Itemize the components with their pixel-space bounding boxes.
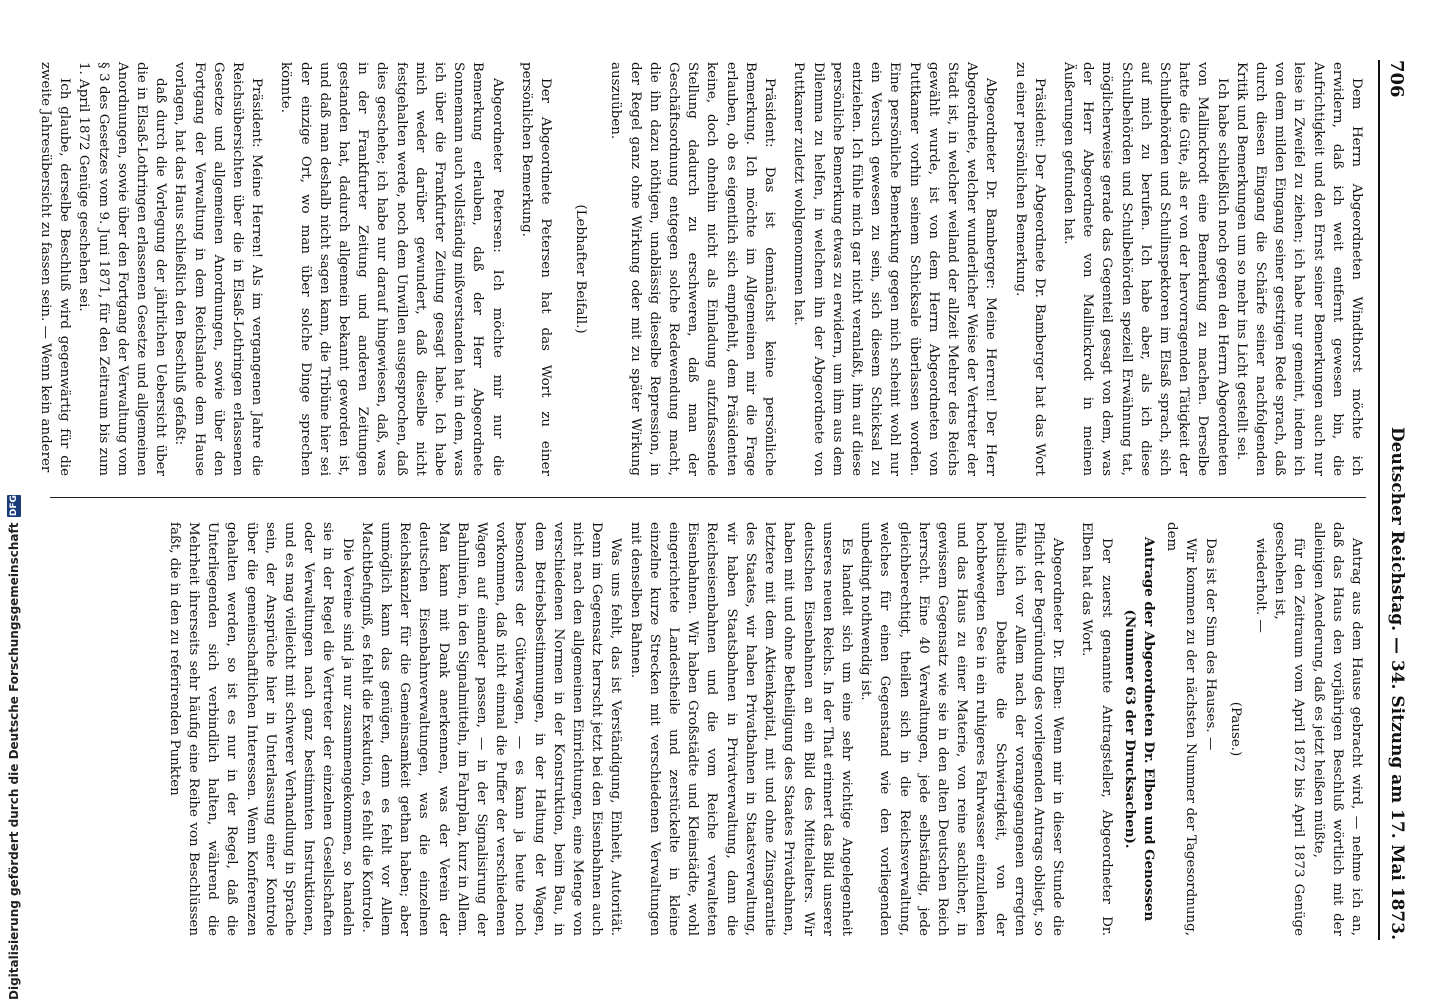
agenda-heading: Antrage der Abgeordneten Dr. Elben und Genossen (Nummer 63 der Drucksachen). <box>1121 536 1157 922</box>
paragraph: Der Abgeordnete Petersen hat das Wort zu einer persönlichen Bemerkung. <box>518 62 554 476</box>
page-title: Deutscher Reichstag. — 34. Sitzung am 17. Mai 1873. <box>1387 426 1407 940</box>
paragraph-gap <box>1067 522 1077 936</box>
paragraph: Präsident: Das ist demnächst keine persönliche Bemerkung. Ich möchte im Allgemeinen mir die Frage erlauben, ob es eigentlich sich empfiehlt, dem Präsidenten keine, doch ohnehin nicht als Einladung aufzufassende Stellung dadurch zu erschweren, daß man der Geschäftsordnung entgegen solche Redewendung macht, die ihn dazu nöthigen, unablässig dieselbe Repression, in der Regel ganz ohne Wirkung oder mit zu später Wirkung auszuüben. <box>608 62 778 476</box>
credit-text: Digitalisierung gefördert durch die Deutsche Forschungsgemeinschaft <box>7 522 21 1000</box>
paragraph-gap <box>779 62 789 476</box>
paragraph: Abgeordneter Petersen: Ich möchte mir nur die Bemerkung erlauben, daß der Herr Abgeordnete Sonnemann auch vollständig mißverstanden hat in dem, was ich über die Frankfurter Zeitung gesagt habe. Ich habe mich weder darüber gewundert, daß dieselbe nicht festgehalten werde, noch dem Unwillen ausgesprochen, daß dies geschehe; ich habe nur darauf hingewiesen, daß, was in der Frankfurter Zeitung und anderen Zeitungen gestanden hat, dadurch allgemein bekannt geworden ist, und daß man deshalb nicht sagen kann, die Tribüne hier sei der einzige Ort, wo man über solche Dinge sprechen könnte. <box>278 62 505 476</box>
paragraph-gap <box>596 62 606 476</box>
paragraph: Abgeordneter Dr. Bamberger: Meine Herren! Der Herr Abgeordnete, welcher wunderlicher Weise der Vertreter der Stadt ist, in welcher weiland der allzeit Mehrer des Reichs gewählt wurde, ist von dem Herrn Abgeordneten von Puttkamer vorhin seinem Schicksale überlassen worden. Eine persönliche Bemerkung gegen mich scheint wohl nur ein Versuch gewesen zu sein, sich diesem Schicksal zu entziehen. Ich fühle mich gar nicht veranlaßt, ihm auf diese persönliche Bemerkung etwas zu erwidern, um ihm aus dem Dilemma zu helfen, in welchem ihn der Abgeordnete von Puttkamer zuletzt wohlgenommen hat. <box>791 62 999 476</box>
paragraph: Der zuerst genannte Antragsteller, Abgeordneter Dr. Elben hat das Wort. <box>1079 522 1114 936</box>
stage-direction: (Lebhafter Beifall.) <box>573 204 589 334</box>
paragraph: Präsident: Der Abgeordnete Dr. Bamberger hat das Wort zu einer persönlichen Bemerkung. <box>1012 62 1047 476</box>
page-number: 706 <box>1386 60 1408 98</box>
paragraph: Antrag aus dem Hause gebracht wird, — nehme ich an, daß das Haus den vorjährigen Beschluß wörtlich mit der alleinigen Aenderung, daß es jetzt heißen müßte, <box>1310 522 1364 936</box>
dfg-logo-icon: DFG <box>9 495 19 517</box>
paragraph: Ich glaube, derselbe Beschluß wird gegenwärtig für die zweite Jahresübersicht zu fassen sein. — Wenn kein anderer <box>38 62 73 476</box>
paragraph: für den Zeitraum vom April 1872 bis April 1873 Genüge geschehen ist, <box>1272 522 1307 936</box>
paragraph-gap <box>555 62 565 476</box>
paragraph-gap <box>507 62 517 476</box>
left-column <box>38 62 1366 476</box>
digitization-credit <box>4 0 24 1000</box>
paragraph: Die Vereine sind ja nur zusammengekommen, so handeln sie in der Regel die Vertreter der einzelnen Gesellschaften oder Verwaltungen nach ganz bestimmten Instruktionen, und es mag vielleicht mit schwerer Verhandlung in Sprache sein, der Ansprüche hier in Unterlassung einer Kontrole über die gemeinschaftlichen Interessen. Wenn Konferenzen gehalten werden, so ist es nur in der Regel, daß die Unterliegenden sich verbindlich halten, während die Mehrheit ihrerseits sehr häufig eine Reihe von Beschlüssen faßt, die in den zu referirenden Punkten <box>166 522 355 936</box>
column-divider <box>50 497 1366 498</box>
right-column <box>50 522 1366 936</box>
stage-direction: (Pause.) <box>1227 701 1243 757</box>
paragraph-gap <box>1049 62 1059 476</box>
page-header <box>1378 60 1414 940</box>
paragraph: Es handelt sich um eine sehr wichtige Angelegenheit unseres neuen Reichs. In der That erinnert das Bild unserer deutschen Eisenbahnen an ein Bild des Mittelalters. Wir haben mit und ohne Betheiligung des Staates Privatbahnen, letztere mit dem Aktienkapital, mit und ohne Zinsgarantie des Staates, wir haben Privatbahnen in Staatsverwaltung, wir haben Staatsbahnen in Privatverwaltung, dann die Reichseisenbahnen und die vom Reiche verwalteten Eisenbahnen. Wir haben Großstädte und Kleinstädte, wohl eingerichtete Landestheile und zerstückelte in kleine einzelne kurze Strecken mit verschiedenen Verwaltungen mit denselben Bahnen. <box>627 522 854 936</box>
paragraph: Abgeordneter Dr. Elben: Wenn mir in dieser Stunde die Pflicht der Begründung des vorliegenden Antrags obliegt, so fühle ich vor Allem nach der vorangegangenen erregten politischen Debatte die Schwierigkeit, von der hochbewegten See in ein ruhigeres Fahrwasser einzulenken und das Haus zu einer Materie, von reine sachlicher, in gewissem Gegensatz wie sie in den alten Deutschen Reich herrscht. Eine 40 Verwaltungen, jede selbständig, jede gleichberechtigt, theilen sich in die Reichsverwaltung, welches für einen Gegenstand wie den vorliegenden unbedingt nothwendig ist. <box>858 522 1066 936</box>
paragraph: Dem Herrn Abgeordneten Windthorst möchte ich erwidern, daß ich weit entfernt gewesen bin, die Aufrichtigkeit und den Ernst seiner Bemerkungen auch nur leise in Zweifel zu ziehen; ich habe nur gemeint, indem ich von dem milden Eingang seiner gestrigen Rede sprach, daß durch diesen Eingang die Schärfe seiner nachfolgenden Kritik und Bemerkungen um so mehr ins Licht gestellt sei. <box>1233 62 1364 476</box>
paragraph: Was uns fehlt, das ist Verständigung, Einheit, Autorität. Denn im Gegensatz herrscht jetzt bei den Eisenbahnen auch nicht nach den allgemeinen Einrichtungen, eine Menge von verschiedenen Normen in der Konstruktion, beim Bau, in dem Betriebsbestimmungen, in der Haltung der Wagen, besonders der Güterwagen, — es kann ja heute noch vorkommen, daß nicht einmal die Puffer der verschiedenen Wagen auf einander passen, — in der Signalisirung der Bahnlinien, in den Signalmitteln, im Fahrplan, kurz in Allem. Man kann mit Dank anerkennen, was der Verein der deutschen Eisenbahnverwaltungen, was die einzelnen Reichskanzler für die Gemeinsamkeit gethan haben; aber unmöglich kann das genügen, denn es fehlt vor Allem Machtbefugniß, es fehlt die Exekution, es fehlt die Kontrole. <box>358 522 624 936</box>
paragraph: Ich habe schließlich noch gegen den Herrn Abgeordneten von Mallinckrodt eine Bemerkung zu machen. Derselbe hatte die Güte, als er von der hervorragenden Tätigkeit der Schulbehörden und Schulinspektoren im Elsaß sprach, sich auf mich zu berufen. Ich habe aber, als ich diese Schulbehörden und Schulbehörden speziell Erwähnung tat, möglicherweise gerade das Gegenteil gesagt von dem, was der Herr Abgeordnete von Mallinckrodt in meinen Äußerungen gefunden hat. <box>1060 62 1230 476</box>
paragraph: Wir kommen zu der nächsten Nummer der Tagesordnung, dem <box>1164 522 1199 936</box>
paragraph: Das ist der Sinn des Hauses. — <box>1202 538 1218 751</box>
paragraph-gap <box>1000 62 1010 476</box>
paragraph: wiederholt. — <box>1252 538 1268 633</box>
paragraph-gap <box>266 62 276 476</box>
paragraph: Präsident: Meine Herren! Als im vergangenen Jahre die Reichsübersichten über die in Elsaß-Lothringen erlassenen Gesetze und allgemeinen Anordnungen, sowie über den Fortgang der Verwaltung in dem Reichslande dem Hause vorlagen, hat das Haus schließlich den Beschluß gefaßt: <box>172 62 265 476</box>
paragraph: daß durch die Vorlegung der jährlichen Uebersicht über die in Elsaß-Lothringen erlassenen Gesetze und allgemeinen Anordnungen, sowie über den Fortgang der Verwaltung vom § 3 des Gesetzes vom 9. Juni 1871, für den Zeitraum bis zum 1. April 1872 Genüge geschehen sei. <box>76 62 169 476</box>
